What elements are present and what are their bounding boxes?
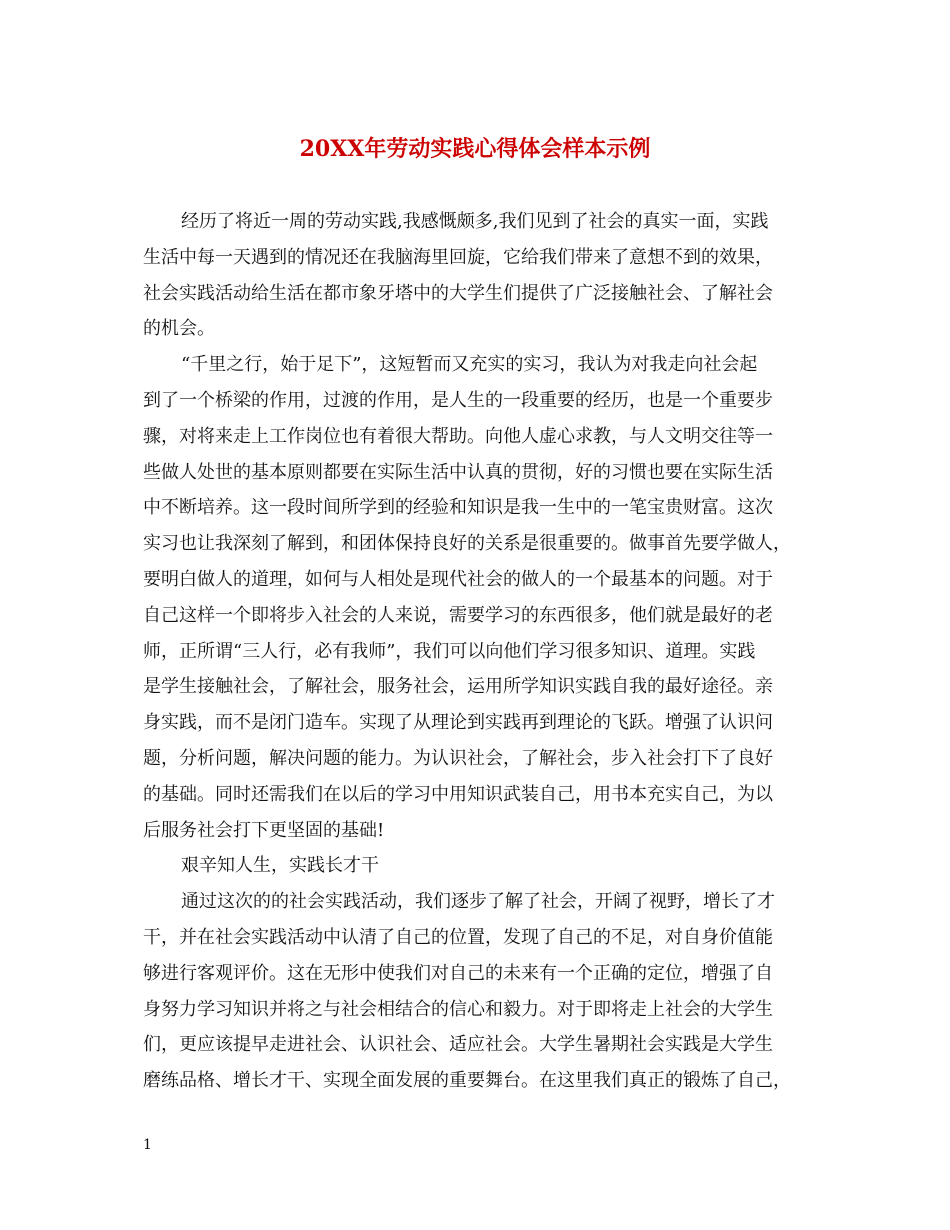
body-line: 磨练品格、增长才干、实现全面发展的重要舞台。在这里我们真正的锻炼了自己， xyxy=(143,1070,791,1092)
document-body xyxy=(143,204,823,1099)
body-line: 中不断培养。这一段时间所学到的经验和知识是我一生中的一笔宝贵财富。这次 xyxy=(143,497,773,519)
section-heading: 艰辛知人生，实践长才干 xyxy=(181,855,379,877)
body-line: 的基础。同时还需我们在以后的学习中用知识武装自己，用书本充实自己，为以 xyxy=(143,783,773,805)
body-line: 经历了将近一周的劳动实践,我感慨颇多,我们见到了社会的真实一面，实践 xyxy=(181,211,769,232)
body-line: 实习也让我深刻了解到，和团体保持良好的关系是很重要的。做事首先要学做人， xyxy=(143,533,791,555)
body-line: “千里之行，始于足下”，这短暂而又充实的实习，我认为对我走向社会起 xyxy=(181,354,758,376)
body-line: 题，分析问题，解决问题的能力。为认识社会，了解社会，步入社会打下了良好 xyxy=(143,747,773,769)
body-line: 的机会。 xyxy=(143,318,215,340)
body-line: 骤，对将来走上工作岗位也有着很大帮助。向他人虚心求教，与人文明交往等一 xyxy=(143,425,773,447)
body-line: 是学生接触社会，了解社会，服务社会，运用所学知识实践自我的最好途径。亲 xyxy=(143,676,773,698)
body-line: 社会实践活动给生活在都市象牙塔中的大学生们提供了广泛接触社会、了解社会 xyxy=(143,282,773,304)
body-line: 自己这样一个即将步入社会的人来说，需要学习的东西很多，他们就是最好的老 xyxy=(143,604,773,626)
body-line: 师，正所谓“三人行，必有我师”，我们可以向他们学习很多知识、道理。实践 xyxy=(143,640,756,662)
body-line: 到了一个桥梁的作用，过渡的作用，是人生的一段重要的经历，也是一个重要步 xyxy=(143,389,773,411)
body-line: 要明白做人的道理，如何与人相处是现代社会的做人的一个最基本的问题。对于 xyxy=(143,568,773,590)
body-line: 通过这次的的社会实践活动，我们逐步了解了社会，开阔了视野，增长了才 xyxy=(181,891,775,913)
body-line: 们，更应该提早走进社会、认识社会、适应社会。大学生暑期社会实践是大学生 xyxy=(143,1034,773,1056)
body-line: 些做人处世的基本原则都要在实际生活中认真的贯彻，好的习惯也要在实际生活 xyxy=(143,461,773,483)
page-number: 1 xyxy=(143,1137,152,1153)
body-line: 身努力学习知识并将之与社会相结合的信心和毅力。对于即将走上社会的大学生 xyxy=(143,998,773,1020)
body-line: 后服务社会打下更坚固的基础! xyxy=(143,819,385,841)
body-line: 干，并在社会实践活动中认清了自己的位置，发现了自己的不足，对自身价值能 xyxy=(143,926,773,948)
body-line: 身实践，而不是闭门造车。实现了从理论到实践再到理论的飞跃。增强了认识问 xyxy=(143,712,773,734)
body-line: 生活中每一天遇到的情况还在我脑海里回旋，它给我们带来了意想不到的效果， xyxy=(143,246,773,268)
body-line: 够进行客观评价。这在无形中使我们对自己的未来有一个正确的定位，增强了自 xyxy=(143,962,773,984)
document-title: 20XX年劳动实践心得体会样本示例 xyxy=(299,136,651,162)
